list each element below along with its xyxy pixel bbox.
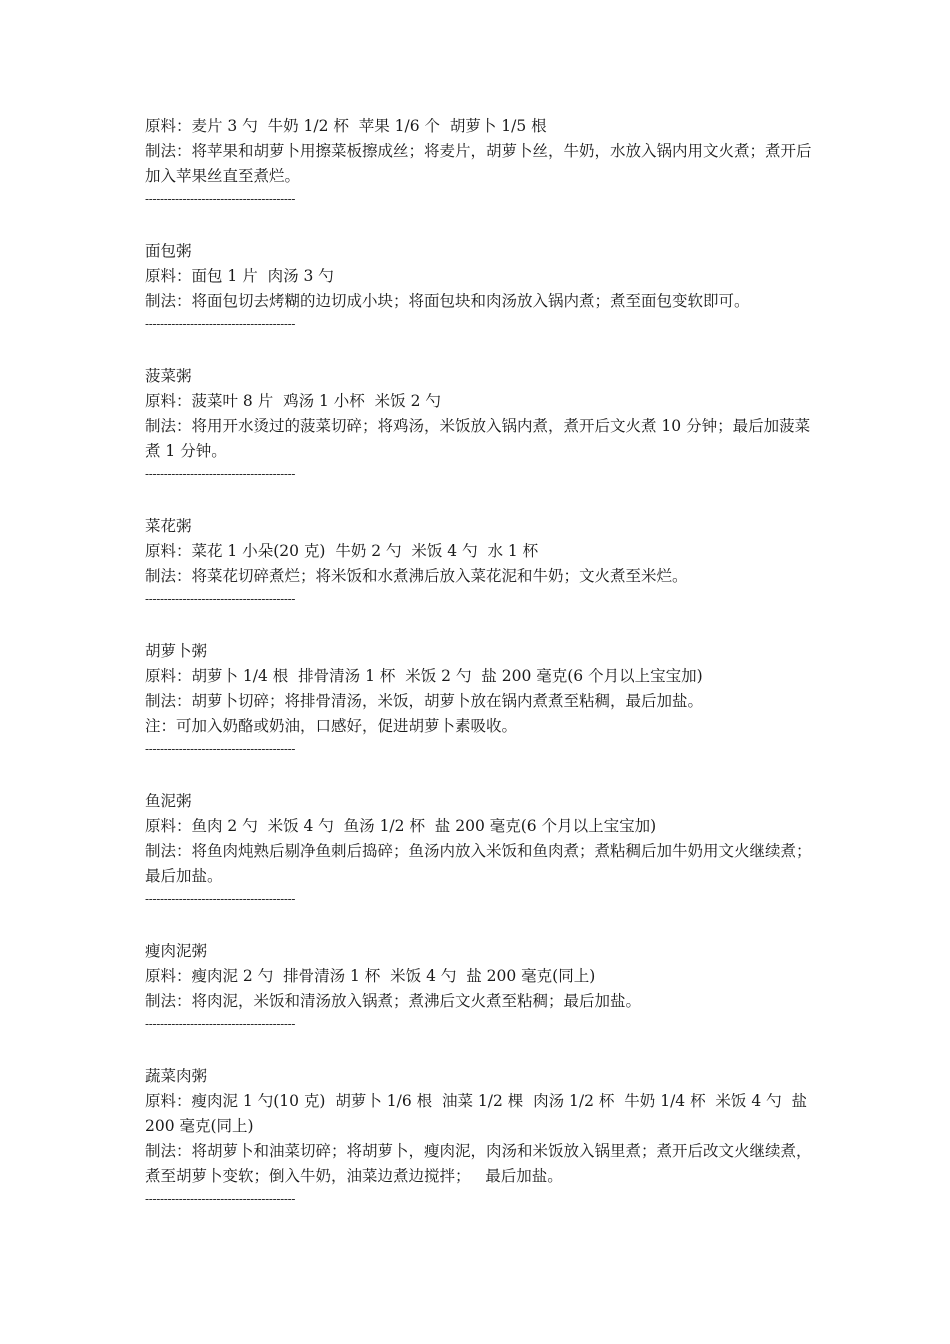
recipe-title: 菠菜粥 [145,367,192,385]
separator-line: ---------------------------------------- [145,742,296,756]
recipe-ingredients: 原料：麦片 3 勺 牛奶 1/2 杯 苹果 1/6 个 胡萝卜 1/5 根 [145,117,547,135]
recipe-method: 制法：胡萝卜切碎；将排骨清汤，米饭，胡萝卜放在锅内煮煮至粘稠，最后加盐。 [145,692,704,710]
recipe-ingredients: 原料：菜花 1 小朵(20 克) 牛奶 2 勺 米饭 4 勺 水 1 杯 [145,542,539,560]
separator-line: ---------------------------------------- [145,1017,296,1031]
recipe-ingredients: 原料：瘦肉泥 1 勺(10 克) 胡萝卜 1/6 根 油菜 1/2 棵 肉汤 1/2 杯 牛奶 1/4 杯 米饭 4 勺 盐 200 毫克(同上) [145,1092,812,1135]
recipe-title: 鱼泥粥 [145,792,192,810]
recipe-note: 注：可加入奶酪或奶油，口感好，促进胡萝卜素吸收。 [145,717,518,735]
recipe-fish-porridge [145,789,815,911]
recipe-method: 制法：将胡萝卜和油菜切碎；将胡萝卜，瘦肉泥，肉汤和米饭放入锅里煮；煮开后改文火继续煮，煮至胡萝卜变软；倒入牛奶，油菜边煮边搅拌； 最后加盐。 [145,1142,812,1185]
recipe-title: 瘦肉泥粥 [145,942,208,960]
recipe-ingredients: 原料：面包 1 片 肉汤 3 勺 [145,267,334,285]
recipe-lean-meat-porridge [145,939,815,1036]
recipe-method: 制法：将面包切去烤糊的边切成小块；将面包块和肉汤放入锅内煮；煮至面包变软即可。 [145,292,750,310]
recipe-title: 胡萝卜粥 [145,642,208,660]
recipe-vegetable-meat-porridge [145,1064,815,1211]
separator-line: ---------------------------------------- [145,1192,296,1206]
recipe-oatmeal [145,114,815,211]
recipe-method: 制法：将肉泥，米饭和清汤放入锅煮；煮沸后文火煮至粘稠；最后加盐。 [145,992,642,1010]
separator-line: ---------------------------------------- [145,192,296,206]
recipe-method: 制法：将苹果和胡萝卜用擦菜板擦成丝；将麦片，胡萝卜丝，牛奶，水放入锅内用文火煮；煮开后加入苹果丝直至煮烂。 [145,142,812,185]
recipe-ingredients: 原料：菠菜叶 8 片 鸡汤 1 小杯 米饭 2 勺 [145,392,441,410]
recipe-method: 制法：将菜花切碎煮烂；将米饭和水煮沸后放入菜花泥和牛奶；文火煮至米烂。 [145,567,688,585]
recipe-method: 制法：将用开水烫过的菠菜切碎；将鸡汤，米饭放入锅内煮，煮开后文火煮 10 分钟；最后加菠菜煮 1 分钟。 [145,417,811,460]
recipe-bread-porridge [145,239,815,336]
recipe-ingredients: 原料：瘦肉泥 2 勺 排骨清汤 1 杯 米饭 4 勺 盐 200 毫克(同上) [145,967,596,985]
separator-line: ---------------------------------------- [145,892,296,906]
recipe-carrot-porridge [145,639,815,761]
recipe-title: 面包粥 [145,242,192,260]
recipe-document [145,114,815,1211]
recipe-title: 菜花粥 [145,517,192,535]
recipe-ingredients: 原料：胡萝卜 1/4 根 排骨清汤 1 杯 米饭 2 勺 盐 200 毫克(6 个月以上宝宝加) [145,667,703,685]
separator-line: ---------------------------------------- [145,317,296,331]
separator-line: ---------------------------------------- [145,467,296,481]
recipe-cauliflower-porridge [145,514,815,611]
recipe-method: 制法：将鱼肉炖熟后剔净鱼刺后捣碎；鱼汤内放入米饭和鱼肉煮；煮粘稠后加牛奶用文火继续煮；最后加盐。 [145,842,812,885]
recipe-spinach-porridge [145,364,815,486]
separator-line: ---------------------------------------- [145,592,296,606]
recipe-ingredients: 原料：鱼肉 2 勺 米饭 4 勺 鱼汤 1/2 杯 盐 200 毫克(6 个月以上宝宝加) [145,817,657,835]
recipe-title: 蔬菜肉粥 [145,1067,208,1085]
